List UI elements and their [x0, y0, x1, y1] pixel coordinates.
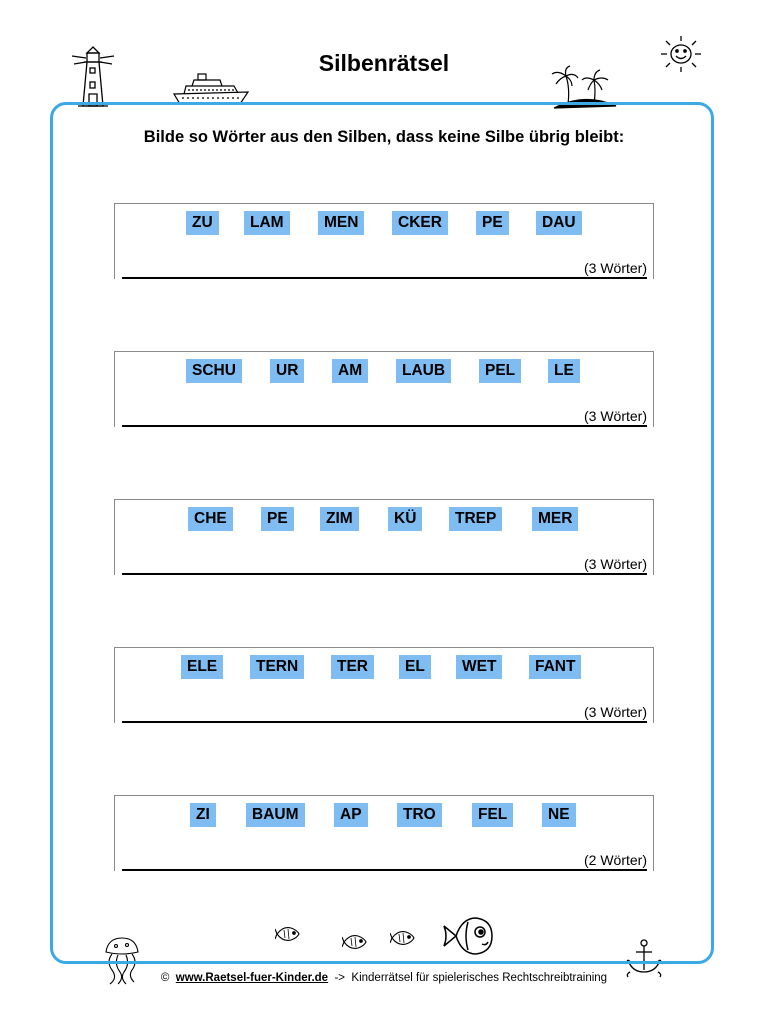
footer-tagline: Kinderrätsel für spielerisches Rechtschreibtraining — [351, 972, 608, 984]
syllable-tile: PE — [476, 211, 509, 235]
syllable-tile: MER — [532, 507, 578, 531]
syllable-tile: TREP — [449, 507, 502, 531]
syllable-tile: MEN — [318, 211, 364, 235]
footer-arrow: -> — [334, 972, 346, 984]
answer-line[interactable] — [122, 573, 647, 575]
syllable-tile: BAUM — [246, 803, 305, 827]
syllable-tile: DAU — [536, 211, 582, 235]
syllable-tile: LE — [548, 359, 580, 383]
syllable-tile: CHE — [188, 507, 233, 531]
puzzle-box — [114, 795, 654, 871]
answer-line[interactable] — [122, 277, 647, 279]
syllable-tile: NE — [542, 803, 576, 827]
syllable-tile: AP — [334, 803, 368, 827]
word-count: (3 Wörter) — [584, 408, 647, 424]
instruction-text: Bilde so Wörter aus den Silben, dass keine Silbe übrig bleibt: — [143, 128, 625, 146]
word-count: (3 Wörter) — [584, 704, 647, 720]
syllable-tile: FEL — [472, 803, 513, 827]
syllable-tile: LAUB — [396, 359, 451, 383]
syllable-tile: TERN — [250, 655, 304, 679]
syllable-tile: KÜ — [388, 507, 422, 531]
syllable-tile: ZIM — [320, 507, 359, 531]
syllable-tile: TRO — [397, 803, 442, 827]
footer — [0, 972, 768, 984]
copyright-symbol: © — [160, 972, 170, 984]
syllable-tile: TER — [331, 655, 374, 679]
answer-line[interactable] — [122, 425, 647, 427]
word-count: (2 Wörter) — [584, 852, 647, 868]
syllable-tile: AM — [332, 359, 368, 383]
syllable-tile: WET — [456, 655, 502, 679]
syllable-tile: CKER — [392, 211, 448, 235]
answer-line[interactable] — [122, 869, 647, 871]
answer-line[interactable] — [122, 721, 647, 723]
syllable-tile: ELE — [181, 655, 223, 679]
syllable-tile: PE — [261, 507, 294, 531]
word-count: (3 Wörter) — [584, 260, 647, 276]
syllable-tile: EL — [399, 655, 431, 679]
word-count: (3 Wörter) — [584, 556, 647, 572]
syllable-tile: SCHU — [186, 359, 242, 383]
website-link[interactable]: www.Raetsel-fuer-Kinder.de — [175, 972, 329, 984]
syllable-tile: ZI — [190, 803, 216, 827]
puzzle-box — [114, 203, 654, 279]
syllable-tile: UR — [270, 359, 304, 383]
page-title: Silbenrätsel — [318, 50, 450, 76]
syllable-tile: PEL — [479, 359, 521, 383]
syllable-tile: ZU — [186, 211, 219, 235]
puzzle-box — [114, 647, 654, 723]
syllable-tile: LAM — [244, 211, 290, 235]
puzzle-box — [114, 351, 654, 427]
syllable-tile: FANT — [529, 655, 581, 679]
puzzle-box — [114, 499, 654, 575]
